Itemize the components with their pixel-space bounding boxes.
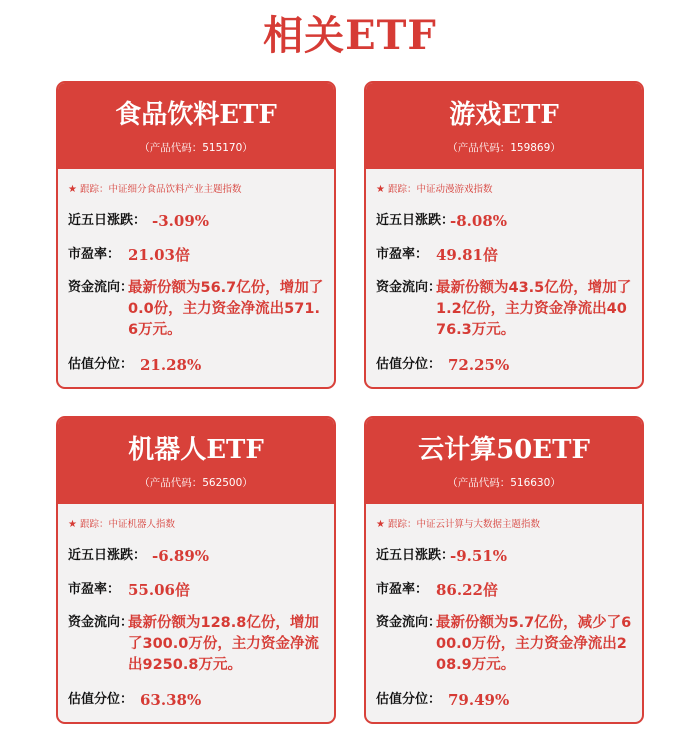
track-index: [68, 518, 330, 532]
valuation-value: 72.25%: [448, 356, 510, 374]
etf-card-robotics: [56, 416, 336, 724]
flow-value: 最新份额为128.8亿份，增加了300.0万份，主力资金净流出9250.8万元。: [128, 615, 319, 673]
valuation-label: 估值分位：: [376, 357, 442, 372]
track-value: 中证机器人指数: [108, 519, 176, 530]
product-code: （产品代码：562500）: [139, 477, 253, 489]
track-value: 中证细分食品饮料产业主题指数: [108, 184, 242, 195]
change5d-value: -6.89%: [152, 547, 210, 565]
track-label: 跟踪：: [388, 519, 417, 530]
change5d-label: 近五日涨跌：: [376, 548, 455, 563]
track-label: 跟踪：: [388, 184, 417, 195]
valuation-value: 63.38%: [140, 691, 202, 709]
card-header: [366, 83, 642, 169]
flow-label: 资金流向：: [376, 280, 442, 295]
flow-label: 资金流向：: [68, 280, 134, 295]
star-icon: ★: [68, 184, 77, 195]
pe-label: 市盈率：: [68, 582, 121, 597]
etf-card-food-beverage: [56, 81, 336, 389]
track-index: [68, 183, 330, 197]
flow-label: 资金流向：: [68, 615, 134, 630]
track-label: 跟踪：: [80, 184, 109, 195]
track-label: 跟踪：: [80, 519, 109, 530]
track-value: 中证云计算与大数据主题指数: [416, 519, 541, 530]
track-value: 中证动漫游戏指数: [416, 184, 493, 195]
change5d-label: 近五日涨跌：: [68, 213, 147, 228]
flow-label: 资金流向：: [376, 615, 442, 630]
product-code: （产品代码：159869）: [447, 142, 561, 154]
product-code: （产品代码：515170）: [139, 142, 253, 154]
product-code: （产品代码：516630）: [447, 477, 561, 489]
etf-card-gaming: [364, 81, 644, 389]
card-title: 云计算50ETF: [418, 435, 590, 465]
card-header: [58, 83, 334, 169]
valuation-label: 估值分位：: [376, 692, 442, 707]
page-title: 相关ETF: [263, 12, 437, 59]
star-icon: ★: [376, 184, 385, 195]
flow-value: 最新份额为5.7亿份，减少了600.0万份，主力资金净流出208.9万元。: [436, 615, 632, 673]
track-index: [376, 518, 638, 532]
pe-value: 86.22倍: [436, 581, 498, 599]
valuation-value: 21.28%: [140, 356, 202, 374]
card-header: [366, 418, 642, 504]
flow-value: 最新份额为43.5亿份，增加了1.2亿份，主力资金净流出4076.3万元。: [436, 280, 632, 338]
valuation-label: 估值分位：: [68, 357, 134, 372]
card-header: [58, 418, 334, 504]
pe-label: 市盈率：: [376, 247, 429, 262]
star-icon: ★: [68, 519, 77, 530]
change5d-label: 近五日涨跌：: [68, 548, 147, 563]
change5d-value: -9.51%: [450, 547, 508, 565]
change5d-label: 近五日涨跌：: [376, 213, 455, 228]
etf-card-cloud-computing: [364, 416, 644, 724]
card-title: 食品饮料ETF: [115, 100, 277, 130]
change5d-value: -3.09%: [152, 212, 210, 230]
pe-label: 市盈率：: [68, 247, 121, 262]
valuation-label: 估值分位：: [68, 692, 134, 707]
pe-label: 市盈率：: [376, 582, 429, 597]
star-icon: ★: [376, 519, 385, 530]
valuation-value: 79.49%: [448, 691, 510, 709]
pe-value: 49.81倍: [436, 246, 498, 264]
pe-value: 55.06倍: [128, 581, 190, 599]
flow-value: 最新份额为56.7亿份，增加了0.0份，主力资金净流出571.6万元。: [128, 280, 324, 338]
card-title: 游戏ETF: [449, 100, 559, 130]
pe-value: 21.03倍: [128, 246, 190, 264]
card-title: 机器人ETF: [128, 435, 264, 465]
change5d-value: -8.08%: [450, 212, 508, 230]
track-index: [376, 183, 638, 197]
